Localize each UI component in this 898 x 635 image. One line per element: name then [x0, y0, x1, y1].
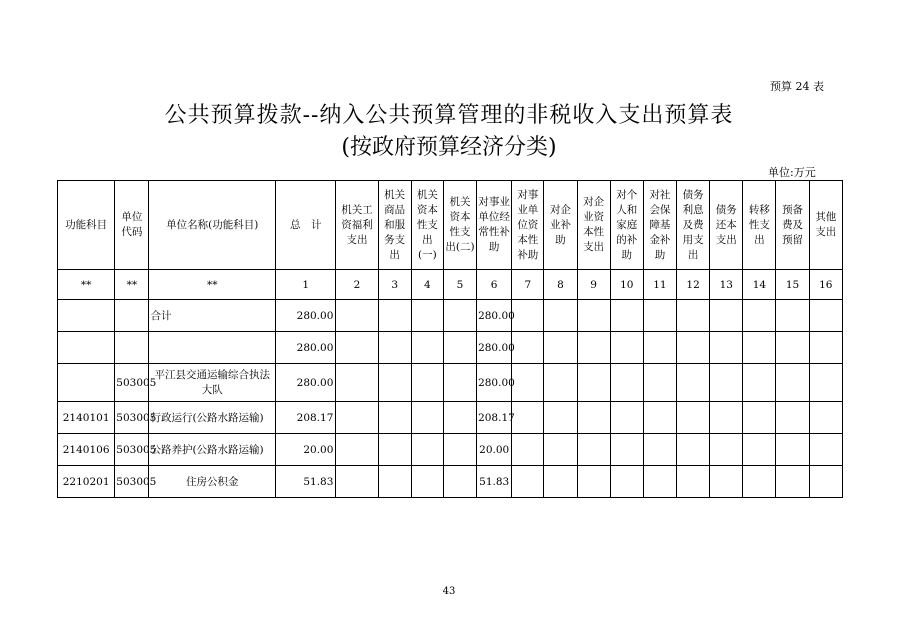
index-cell: 6 — [477, 270, 512, 300]
header-row — [58, 181, 843, 270]
table-row — [58, 364, 843, 402]
unit-code-cell: 503005 — [115, 364, 149, 402]
header-cell: 对企业补助 — [544, 181, 577, 270]
index-cell: ** — [149, 270, 276, 300]
page-title: 公共预算拨款--纳入公共预算管理的非税收入支出预算表 — [164, 103, 734, 128]
index-cell: ** — [58, 270, 115, 300]
header-cell: 预备费及预留 — [776, 181, 809, 270]
header-cell: 债务还本支出 — [710, 181, 743, 270]
public-institution-subsidy-cell: 208.17 — [477, 402, 512, 434]
index-cell: 14 — [743, 270, 776, 300]
header-cell: 转移性支出 — [743, 181, 776, 270]
public-institution-subsidy-cell: 20.00 — [477, 434, 512, 466]
index-cell: 5 — [443, 270, 476, 300]
header-cell: 债务利息及费用支出 — [677, 181, 710, 270]
header-cell: 机关工资福利支出 — [336, 181, 378, 270]
index-cell: 9 — [577, 270, 610, 300]
public-institution-subsidy-cell: 280.00 — [477, 332, 512, 364]
table-row — [58, 466, 843, 498]
function-code-cell: 2140106 — [58, 434, 115, 466]
total-cell: 280.00 — [276, 332, 336, 364]
function-code-cell — [58, 332, 115, 364]
page-number: 43 — [442, 586, 456, 597]
total-cell: 280.00 — [276, 364, 336, 402]
header-cell: 机关商品和服务支出 — [378, 181, 411, 270]
index-cell: 1 — [276, 270, 336, 300]
total-cell: 20.00 — [276, 434, 336, 466]
header-cell: 对企业资本性支出 — [577, 181, 610, 270]
unit-name-cell — [149, 332, 276, 364]
unit-name-cell: 合计 — [149, 300, 276, 332]
index-cell: 16 — [809, 270, 842, 300]
index-cell: 4 — [411, 270, 443, 300]
unit-code-cell: 503005 — [115, 466, 149, 498]
total-cell: 51.83 — [276, 466, 336, 498]
index-cell: 15 — [776, 270, 809, 300]
header-cell: 总 计 — [276, 181, 336, 270]
header-cell: 对个人和家庭的补助 — [610, 181, 643, 270]
header-cell: 单位名称(功能科目) — [149, 181, 276, 270]
index-cell: 7 — [512, 270, 544, 300]
unit-name-cell: 行政运行(公路水路运输) — [149, 402, 276, 434]
header-cell: 其他支出 — [809, 181, 842, 270]
index-cell: 8 — [544, 270, 577, 300]
index-cell: 13 — [710, 270, 743, 300]
public-institution-subsidy-cell: 280.00 — [477, 300, 512, 332]
unit-name-cell: 住房公积金 — [149, 466, 276, 498]
table-row — [58, 332, 843, 364]
header-cell: 机关资本性支出(一) — [411, 181, 443, 270]
unit-code-cell: 503005 — [115, 402, 149, 434]
form-number: 预算 24 表 — [770, 80, 824, 93]
header-cell: 机关资本性支出(二) — [443, 181, 476, 270]
table-row — [58, 300, 843, 332]
unit-code-cell — [115, 332, 149, 364]
unit-name-cell: 平江县交通运输综合执法大队 — [149, 364, 276, 402]
public-institution-subsidy-cell: 51.83 — [477, 466, 512, 498]
index-cell: 2 — [336, 270, 378, 300]
function-code-cell: 2210201 — [58, 466, 115, 498]
index-cell: 12 — [677, 270, 710, 300]
total-cell: 208.17 — [276, 402, 336, 434]
table-row — [58, 434, 843, 466]
index-cell: 11 — [643, 270, 676, 300]
unit-code-cell — [115, 300, 149, 332]
index-cell: 3 — [378, 270, 411, 300]
table-row — [58, 402, 843, 434]
unit-label: 单位:万元 — [768, 166, 816, 179]
function-code-cell: 2140101 — [58, 402, 115, 434]
budget-table — [57, 180, 843, 498]
unit-name-cell: 公路养护(公路水路运输) — [149, 434, 276, 466]
header-cell: 功能科目 — [58, 181, 115, 270]
header-cell: 对社会保障基金补助 — [643, 181, 676, 270]
index-cell: ** — [115, 270, 149, 300]
header-cell: 单位代码 — [115, 181, 149, 270]
page-subtitle: (按政府预算经济分类) — [341, 135, 557, 160]
function-code-cell — [58, 300, 115, 332]
total-cell: 280.00 — [276, 300, 336, 332]
unit-code-cell: 503005 — [115, 434, 149, 466]
header-cell: 对事业单位资本性补助 — [512, 181, 544, 270]
index-row — [58, 270, 843, 300]
index-cell: 10 — [610, 270, 643, 300]
public-institution-subsidy-cell: 280.00 — [477, 364, 512, 402]
function-code-cell — [58, 364, 115, 402]
header-cell: 对事业单位经常性补助 — [477, 181, 512, 270]
